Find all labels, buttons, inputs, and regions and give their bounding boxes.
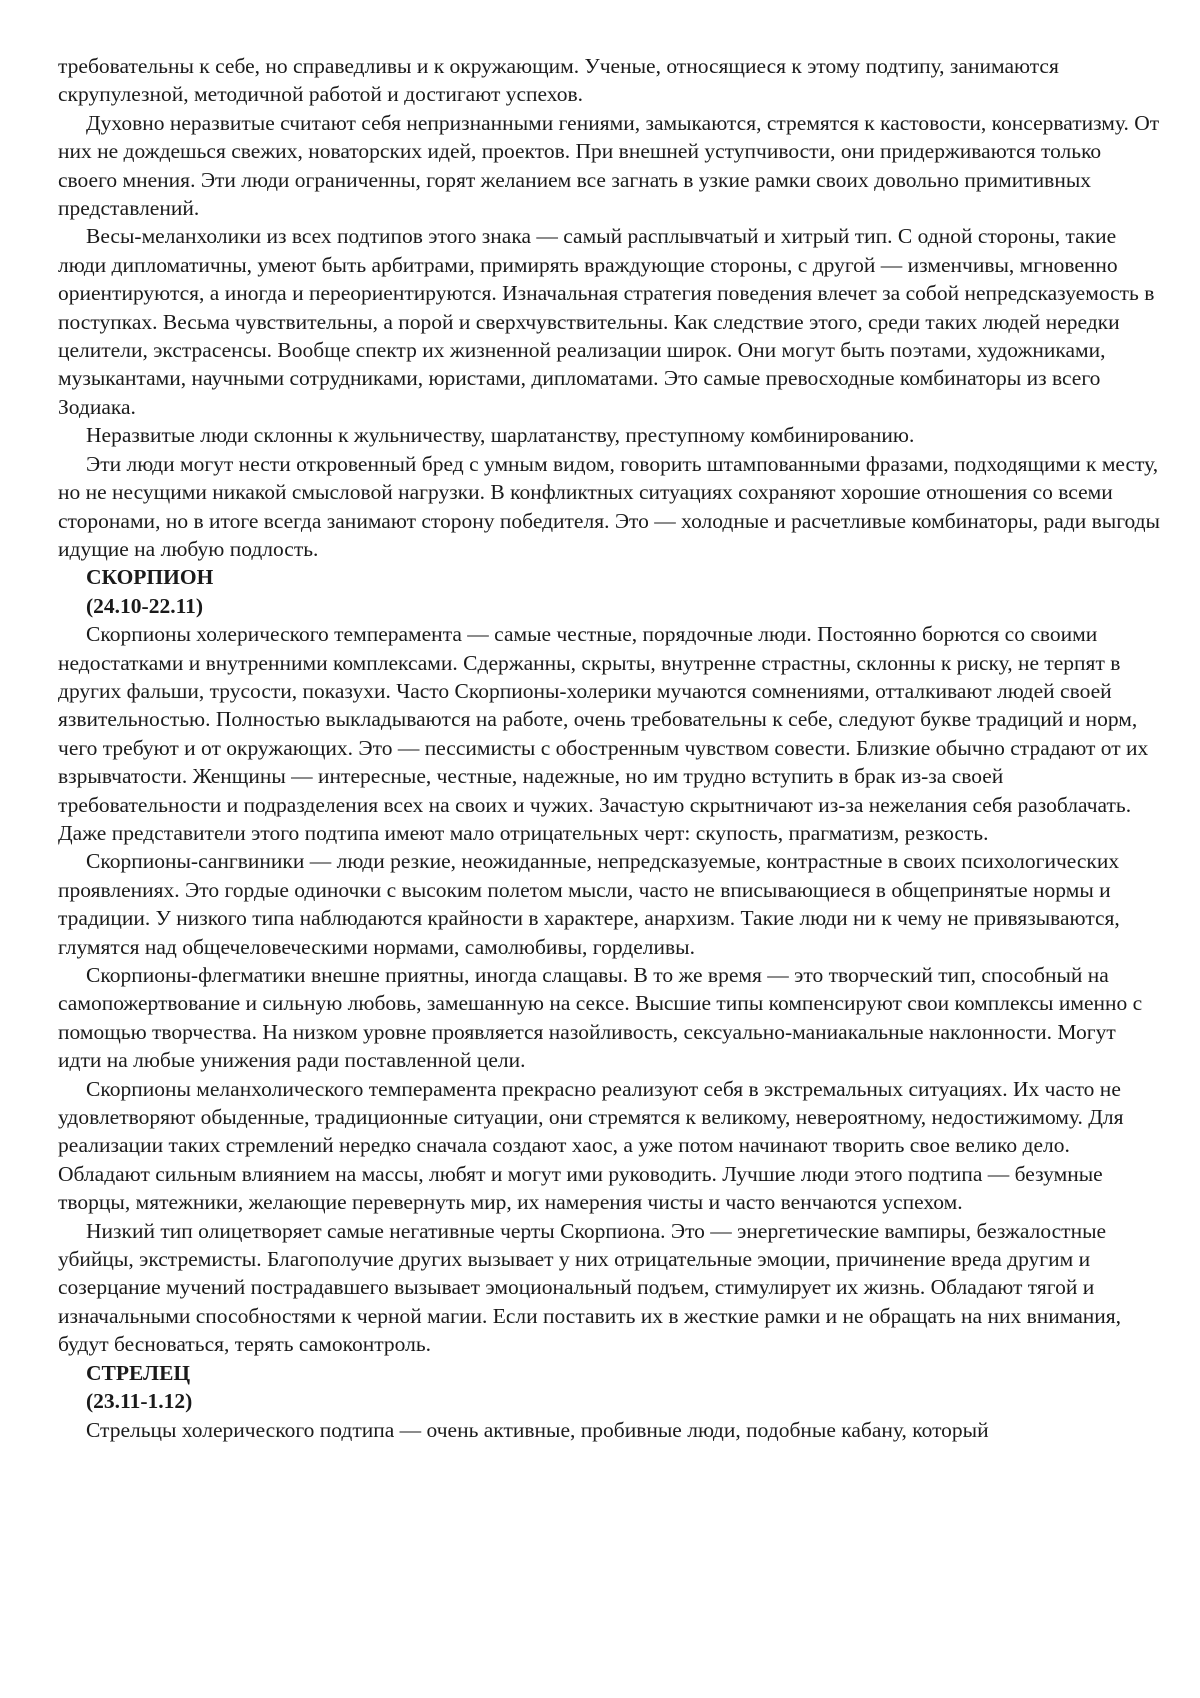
scorpio-paragraph-low-type: Низкий тип олицетворяет самые негативные черты Скорпиона. Это — энергетические вампиры, безжалостные убийцы, экстремисты. Благополучие других вызывает у них отрицательные эмоции, причинение вреда другим и созерцание мучений пострадавшего вызывает эмоциональный подъем, стимулирует их жизнь. Обладают тягой и изначальными способностями к черной магии. Если поставить их в жесткие рамки и не обращать на них внимания, будут бесноваться, терять самоконтроль. (58, 1217, 1160, 1359)
paragraph-top-2: Духовно неразвитые считают себя непризнанными гениями, замыкаются, стремятся к кастовости, консерватизму. От них не дождешься свежих, новаторских идей, проектов. При внешней уступчивости, они придерживаются только своего мнения. Эти люди ограниченны, горят желанием все загнать в узкие рамки своих довольно примитивных представлений. (58, 109, 1160, 223)
scorpio-paragraph-sanguine: Скорпионы-сангвиники — люди резкие, неожиданные, непредсказуемые, контрастные в своих психологических проявлениях. Это гордые одиночки с высоким полетом мысли, часто не вписывающиеся в общепринятые нормы и традиции. У низкого типа наблюдаются крайности в характере, анархизм. Такие люди ни к чему не привязываются, глумятся над общечеловеческими нормами, самолюбивы, горделивы. (58, 847, 1160, 961)
paragraph-top-1: требовательны к себе, но справедливы и к окружающим. Ученые, относящиеся к этому подтипу, занимаются скрупулезной, методичной работой и достигают успехов. (58, 52, 1160, 109)
scorpio-paragraph-phlegmatic: Скорпионы-флегматики внешне приятны, иногда слащавы. В то же время — это творческий тип, способный на самопожертвование и сильную любовь, замешанную на сексе. Высшие типы компенсируют свои комплексы именно с помощью творчества. На низком уровне проявляется назойливость, сексуально-маниакальные наклонности. Могут идти на любые унижения ради поставленной цели. (58, 961, 1160, 1075)
scorpio-heading: СКОРПИОН (58, 563, 1160, 591)
scorpio-paragraph-choleric: Скорпионы холерического темперамента — самые честные, порядочные люди. Постоянно борются со своими недостатками и внутренними комплексами. Сдержанны, скрыты, внутренне страстны, склонны к риску, не терпят в других фальши, трусости, показухи. Часто Скорпионы-холерики мучаются сомнениями, отталкивают людей своей язвительностью. Полностью выкладываются на работе, очень требовательны к себе, следуют букве традиций и норм, чего требуют и от окружающих. Это — пессимисты с обостренным чувством совести. Близкие обычно страдают от их взрывчатости. Женщины — интересные, честные, надежные, но им трудно вступить в брак из-за своей требовательности и подразделения всех на своих и чужих. Зачастую скрытничают из-за нежелания себя разоблачать. Даже представители этого подтипа имеют мало отрицательных черт: скупость, прагматизм, резкость. (58, 620, 1160, 847)
paragraph-top-5: Эти люди могут нести откровенный бред с умным видом, говорить штампованными фразами, подходящими к месту, но не несущими никакой смысловой нагрузки. В конфликтных ситуациях сохраняют хорошие отношения со всеми сторонами, но в итоге всегда занимают сторону победителя. Это — холодные и расчетливые комбинаторы, ради выгоды идущие на любую подлость. (58, 450, 1160, 564)
paragraph-top-4: Неразвитые люди склонны к жульничеству, шарлатанству, преступному комбинированию. (58, 421, 1160, 449)
paragraph-top-3: Весы-меланхолики из всех подтипов этого знака — самый расплывчатый и хитрый тип. С одной стороны, такие люди дипломатичны, умеют быть арбитрами, примирять враждующие стороны, с другой — изменчивы, мгновенно ориентируются, а иногда и переориентируются. Изначальная стратегия поведения влечет за собой непредсказуемость в поступках. Весьма чувствительны, а порой и сверхчувствительны. Как следствие этого, среди таких людей нередки целители, экстрасенсы. Вообще спектр их жизненной реализации широк. Они могут быть поэтами, художниками, музыкантами, научными сотрудниками, юристами, дипломатами. Это самые превосходные комбинаторы из всего Зодиака. (58, 222, 1160, 421)
sagittarius-paragraph-choleric: Стрельцы холерического подтипа — очень активные, пробивные люди, подобные кабану, который (58, 1416, 1160, 1444)
sagittarius-dates: (23.11-1.12) (58, 1387, 1160, 1415)
document-page (58, 52, 1160, 1444)
scorpio-dates: (24.10-22.11) (58, 592, 1160, 620)
scorpio-paragraph-melancholic: Скорпионы меланхолического темперамента прекрасно реализуют себя в экстремальных ситуациях. Их часто не удовлетворяют обыденные, традиционные ситуации, они стремятся к великому, невероятному, недостижимому. Для реализации таких стремлений нередко сначала создают хаос, а уже потом начинают творить свое велико дело. Обладают сильным влиянием на массы, любят и могут ими руководить. Лучшие люди этого подтипа — безумные творцы, мятежники, желающие перевернуть мир, их намерения чисты и часто венчаются успехом. (58, 1075, 1160, 1217)
sagittarius-heading: СТРЕЛЕЦ (58, 1359, 1160, 1387)
